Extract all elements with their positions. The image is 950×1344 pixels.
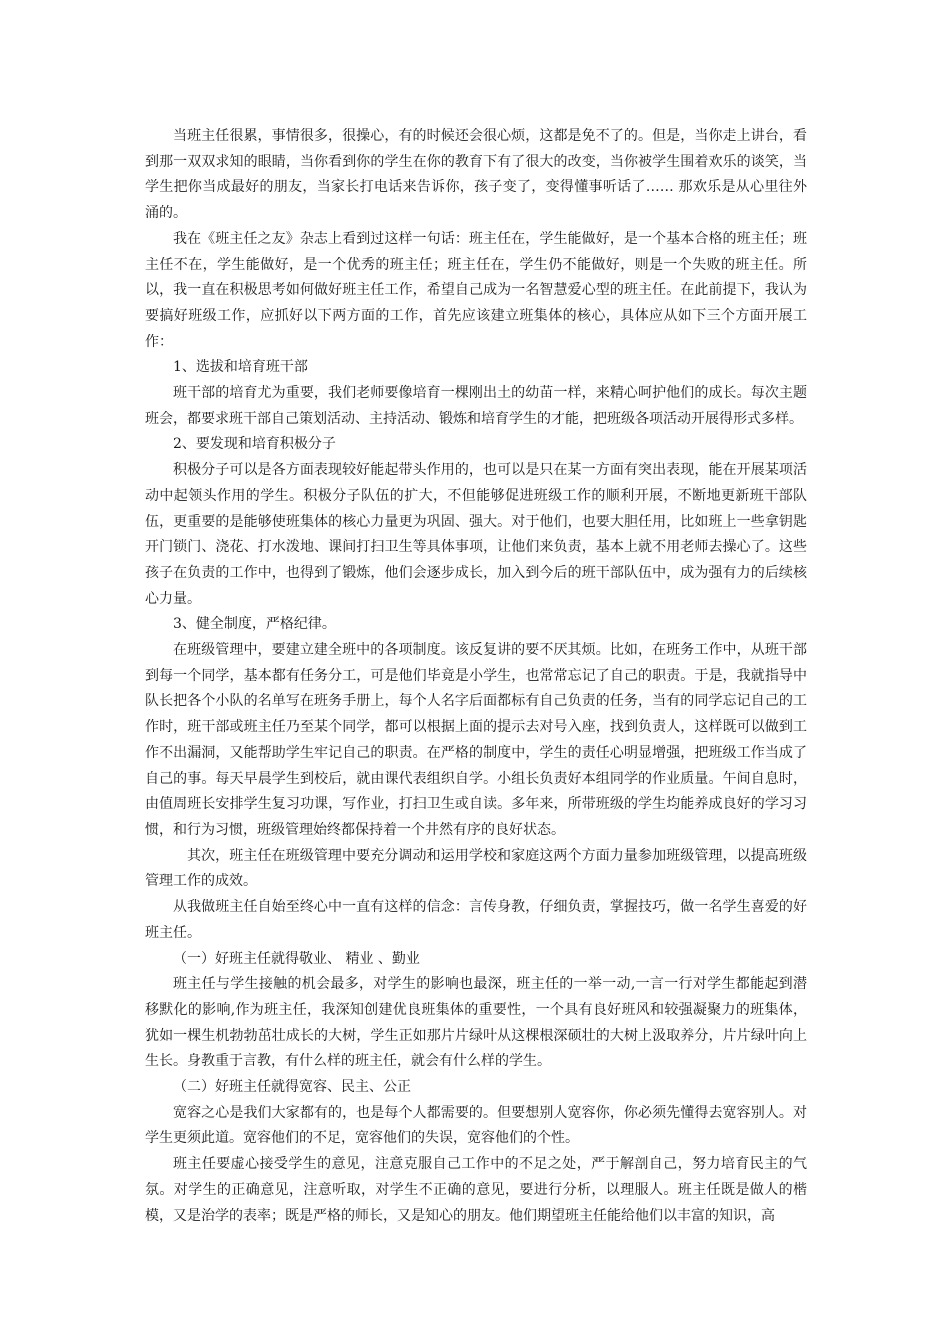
paragraph-tolerance: 宽容之心是我们大家都有的，也是每个人都需要的。但要想别人宽容你，你必须先懂得去宽容别人。对学生更须此道。宽容他们的不足，宽容他们的失误，宽容他们的个性。 xyxy=(145,1104,807,1147)
paragraph-activists: 积极分子可以是各方面表现较好能起带头作用的，也可以是只在某一方面有突出表现，能在开展某项活动中起领头作用的学生。积极分子队伍的扩大，不但能够促进班级工作的顺利开展，不断地更新班干部队伍，更重要的是能够使班集体的核心力量更为巩固、强大。对于他们，也要大胆任用，比如班上一些拿钥匙开门锁门、浇花、打水泼地、课间打扫卫生等具体事项，让他们来负责，基本上就不用老师去操心了。这些孩子在负责的工作中，也得到了锻炼，他们会逐步成长，加入到今后的班干部队伍中，成为强有力的后续核心力量。 xyxy=(145,462,807,607)
paragraph-belief: 从我做班主任自始至终心中一直有这样的信念：言传身教，仔细负责，掌握技巧，做一名学生喜爱的好班主任。 xyxy=(145,899,807,941)
heading-2: 2、要发现和培育积极分子 xyxy=(173,436,336,453)
document-page xyxy=(145,124,807,1229)
heading-3: 3、健全制度，严格纪律。 xyxy=(173,616,336,633)
paragraph-discipline: 在班级管理中，要建立建全班中的各项制度。该反复讲的要不厌其烦。比如，在班务工作中，从班干部到每一个同学，基本都有任务分工，可是他们毕竟是小学生，也常常忘记了自己的职责。于是，我就指导中队长把各个小队的名单写在班务手册上，每个人名字后面都标有自己负责的任务，当有的同学忘记自己的工作时，班干部或班主任乃至某个同学，都可以根据上面的提示去对号入座，找到负责人，这样既可以做到工作不出漏洞，又能帮助学生牢记自己的职责。在严格的制度中，学生的责任心明显增强，把班级工作当成了自己的事。每天早晨学生到校后，就由课代表组织自学。小组长负责好本组同学的作业质量。午间自息时，由值周班长安排学生复习功课，写作业，打扫卫生或自读。多年来，所带班级的学生均能养成良好的学习习惯，和行为习惯，班级管理始终都保持着一个井然有序的良好状态。 xyxy=(145,642,807,838)
paragraph-dedication: 班主任与学生接触的机会最多，对学生的影响也最深，班主任的一举一动,一言一行对学生都能起到潜移默化的影响,作为班主任，我深知创建优良班集体的重要性，一个具有良好班风和较强凝聚力的班集体，犹如一棵生机勃勃茁壮成长的大树，学生正如那片片绿叶从这棵根深硕壮的大树上汲取养分，片片绿叶向上生长。身教重于言教，有什么样的班主任，就会有什么样的学生。 xyxy=(145,976,807,1070)
subheading-2: （二）好班主任就得宽容、民主、公正 xyxy=(173,1079,411,1096)
paragraph-second: 其次，班主任在班级管理中要充分调动和运用学校和家庭这两个方面力量参加班级管理，以提高班级管理工作的成效。 xyxy=(145,847,807,890)
paragraph-cadres: 班干部的培育尤为重要，我们老师要像培育一棵刚出土的幼苗一样，来精心呵护他们的成长。每次主题班会，都要求班干部自己策划活动、主持活动、锻炼和培育学生的才能，把班级各项活动开展得形式多样。 xyxy=(145,385,807,427)
subheading-1: （一）好班主任就得敬业、 精业 、勤业 xyxy=(173,950,420,967)
heading-1: 1、选拔和培育班干部 xyxy=(173,359,308,376)
paragraph-quote: 我在《班主任之友》杂志上看到过这样一句话：班主任在，学生能做好，是一个基本合格的班主任；班主任不在，学生能做好，是一个优秀的班主任；班主任在，学生仍不能做好，则是一个失败的班主任。所以，我一直在积极思考如何做好班主任工作，希望自己成为一名智慧爱心型的班主任。在此前提下，我认为要搞好班级工作，应抓好以下两方面的工作，首先应该建立班集体的核心，具体应从如下三个方面开展工作： xyxy=(145,230,807,350)
paragraph-democracy: 班主任要虚心接受学生的意见，注意克服自己工作中的不足之处，严于解剖自己，努力培育民主的气氛。对学生的正确意见，注意听取，对学生不正确的意见，要进行分析，以理服人。班主任既是做人的楷模，又是治学的表率；既是严格的师长，又是知心的朋友。他们期望班主任能给他们以丰富的知识，高 xyxy=(145,1156,807,1224)
paragraph-intro: 当班主任很累，事情很多，很操心，有的时候还会很心烦，这都是免不了的。但是，当你走上讲台，看到那一双双求知的眼睛，当你看到你的学生在你的教育下有了很大的改变，当你被学生围着欢乐的谈笑，当学生把你当成最好的朋友，当家长打电话来告诉你，孩子变了，变得懂事听话了…… 那欢乐是从心里往外涌的。 xyxy=(145,128,807,222)
